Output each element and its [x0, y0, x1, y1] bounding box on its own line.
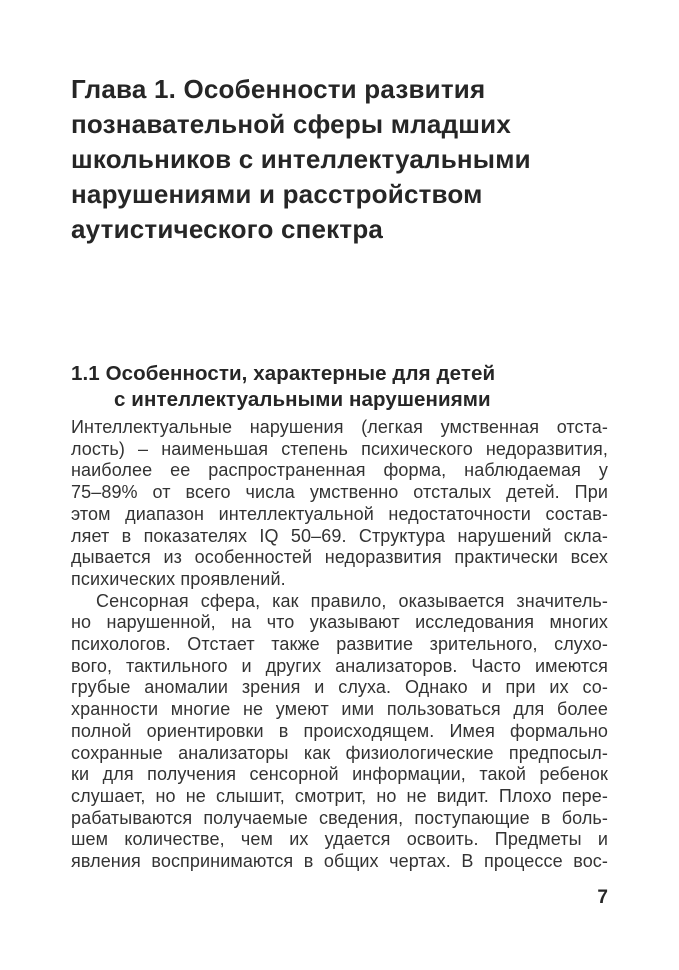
- body-line: сохранные анализаторы как физиологические предпосыл-: [71, 742, 608, 763]
- body-line: но нарушенной, на что указывают исследования многих: [71, 612, 608, 633]
- body-line: рабатываются получаемые сведения, поступающие в боль-: [71, 807, 608, 828]
- chapter-title-line: нарушениями и расстройством: [71, 179, 483, 209]
- body-line: Интеллектуальные нарушения (легкая умственная отста-: [71, 417, 608, 437]
- section-heading-line: 1.1 Особенности, характерные для детей: [71, 362, 496, 385]
- body-line: Сенсорная сфера, как правило, оказывается значитель-: [96, 590, 608, 611]
- body-line: психических проявлений.: [71, 568, 286, 589]
- chapter-title: [71, 72, 616, 247]
- body-line: полной ориентировки в происходящем. Имея формально: [71, 720, 608, 741]
- body-line: этом диапазон интеллектуальной недостаточности состав-: [71, 503, 608, 524]
- chapter-title-line: познавательной сферы младших: [71, 109, 511, 139]
- section-heading: [71, 361, 608, 413]
- body-line: хранности многие не умеют ими пользоваться для более: [71, 699, 608, 720]
- body-line: слушает, но не слышит, смотрит, но не видит. Плохо пере-: [71, 785, 608, 806]
- body-line: ляет в показателях IQ 50–69. Структура нарушений скла-: [71, 525, 608, 546]
- body-line: вого, тактильного и других анализаторов. Часто имеются: [71, 655, 608, 676]
- page-number: 7: [597, 887, 608, 908]
- section-heading-line: с интеллектуальными нарушениями: [114, 388, 491, 411]
- chapter-title-line: аутистического спектра: [71, 214, 384, 244]
- body-line: ки для получения сенсорной информации, такой ребенок: [71, 764, 608, 785]
- body-line: дывается из особенностей недоразвития практически всех: [71, 547, 608, 568]
- body-text: [71, 417, 608, 873]
- body-line: шем количестве, чем их удается освоить. Предметы и: [71, 829, 608, 850]
- body-line: наиболее ее распространенная форма, наблюдаемая у: [71, 460, 608, 481]
- chapter-title-line: Глава 1. Особенности развития: [71, 74, 486, 104]
- body-line: психологов. Отстает также развитие зрительного, слухо-: [71, 634, 608, 655]
- body-line: 75–89% от всего числа умственно отсталых детей. При: [71, 482, 608, 503]
- body-line: явления воспринимаются в общих чертах. В процессе вос-: [71, 851, 608, 872]
- chapter-title-line: школьников с интеллектуальными: [71, 144, 531, 174]
- body-line: лость) – наименьшая степень психического недоразвития,: [71, 438, 608, 459]
- body-line: грубые аномалии зрения и слуха. Однако и при их со-: [71, 677, 608, 698]
